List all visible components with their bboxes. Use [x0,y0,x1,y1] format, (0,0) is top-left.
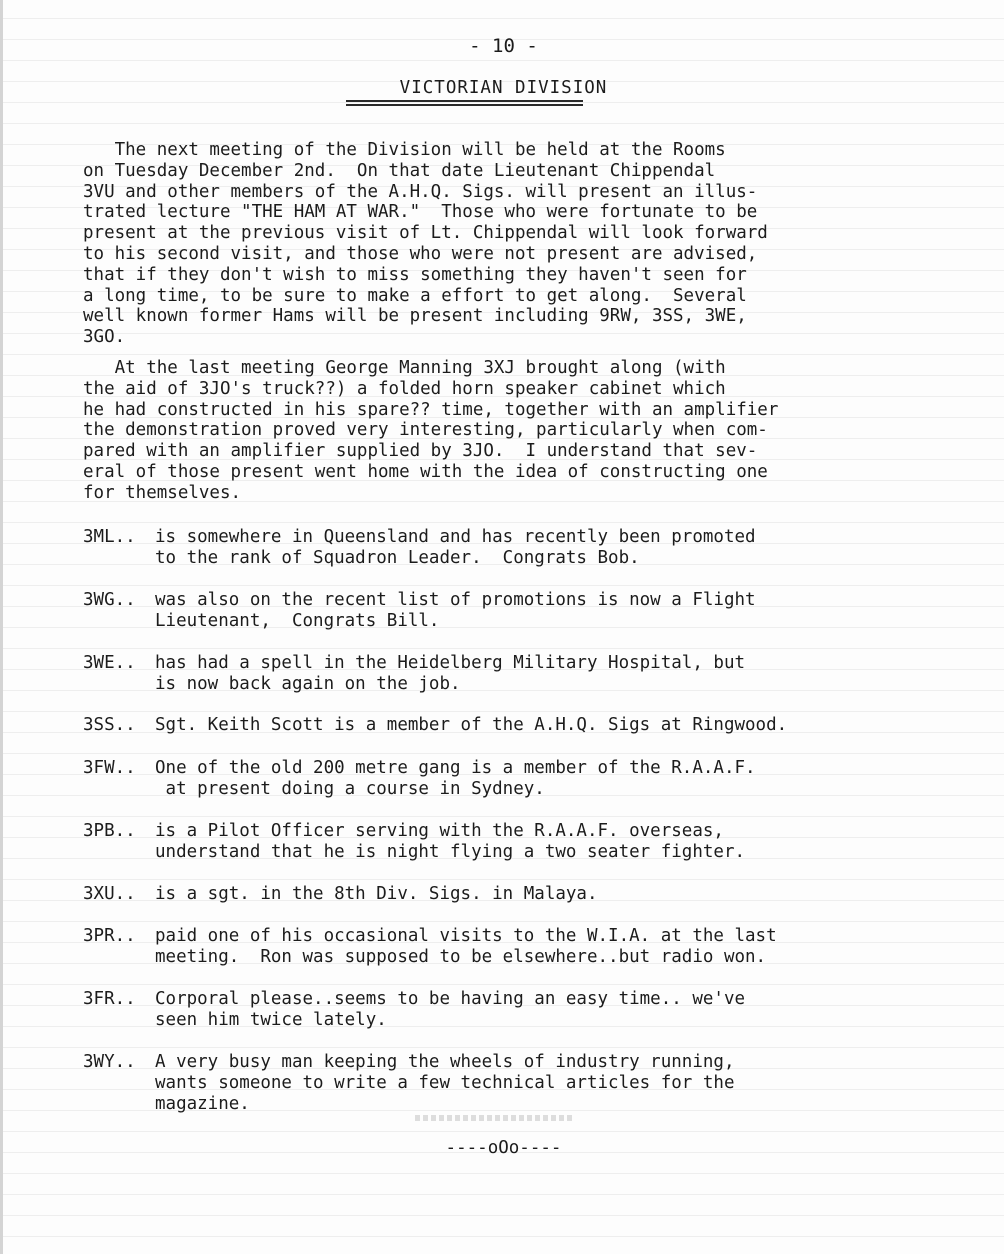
paragraph-last-meeting: At the last meeting George Manning 3XJ brought along (with the aid of 3JO's truck??) a folded horn speaker cabinet which he had constructed in his spare?? time, together with an amplifier the demonstration proved very interesting, particularly when com- pared with an amplifier supplied by 3JO. I understand that sev- eral of those present went home with the idea of constructing one for themselves. [83,358,779,503]
page-number: - 10 - [469,35,538,57]
entry-text: One of the old 200 metre gang is a member of the R.A.A.F. at present doing a course in Sydney. [155,758,756,799]
entry-text: A very busy man keeping the wheels of industry running, wants someone to write a few technical articles for the magazine. [155,1052,735,1114]
title-underline [346,100,583,102]
callsign: 3ML.. [83,527,136,547]
callsign: 3WG.. [83,590,136,610]
title-underline-second [346,104,583,106]
entry-text: was also on the recent list of promotions is now a Flight Lieutenant, Congrats Bill. [155,590,756,631]
entry-text: is a sgt. in the 8th Div. Sigs. in Malaya. [155,884,598,904]
entry-text: has had a spell in the Heidelberg Military Hospital, but is now back again on the job. [155,653,746,694]
callsign: 3PB.. [83,821,136,841]
entry-text: is somewhere in Queensland and has recently been promoted to the rank of Squadron Leader. Congrats Bob. [155,527,756,568]
callsign: 3XU.. [83,884,136,904]
callsign: 3WE.. [83,653,136,673]
end-mark: ----oOo---- [445,1138,562,1158]
faint-divider [415,1115,575,1121]
section-title: VICTORIAN DIVISION [399,78,608,98]
callsign: 3FW.. [83,758,136,778]
entry-text: Sgt. Keith Scott is a member of the A.H.Q. Sigs at Ringwood. [155,715,788,735]
callsign: 3SS.. [83,715,136,735]
entry-text: Corporal please..seems to be having an easy time.. we've seen him twice lately. [155,989,746,1030]
callsign: 3PR.. [83,926,136,946]
paragraph-next-meeting: The next meeting of the Division will be held at the Rooms on Tuesday December 2nd. On that date Lieutenant Chippendal 3VU and other members of the A.H.Q. Sigs. will present an illus- trated lecture "THE HAM AT WAR." Those who were fortunate to be present at the previous visit of Lt. Chippendal will look forward to his second visit, and those who were not present are advised, that if they don't wish to miss something they haven't seen for a long time, to be sure to make a effort to get along. Several well known former Hams will be present including 9RW, 3SS, 3WE, 3GO. [83,140,768,348]
entry-text: paid one of his occasional visits to the W.I.A. at the last meeting. Ron was supposed to be elsewhere..but radio won. [155,926,777,967]
callsign: 3WY.. [83,1052,136,1072]
callsign: 3FR.. [83,989,136,1009]
entry-text: is a Pilot Officer serving with the R.A.A.F. overseas, understand that he is night flying a two seater fighter. [155,821,746,862]
